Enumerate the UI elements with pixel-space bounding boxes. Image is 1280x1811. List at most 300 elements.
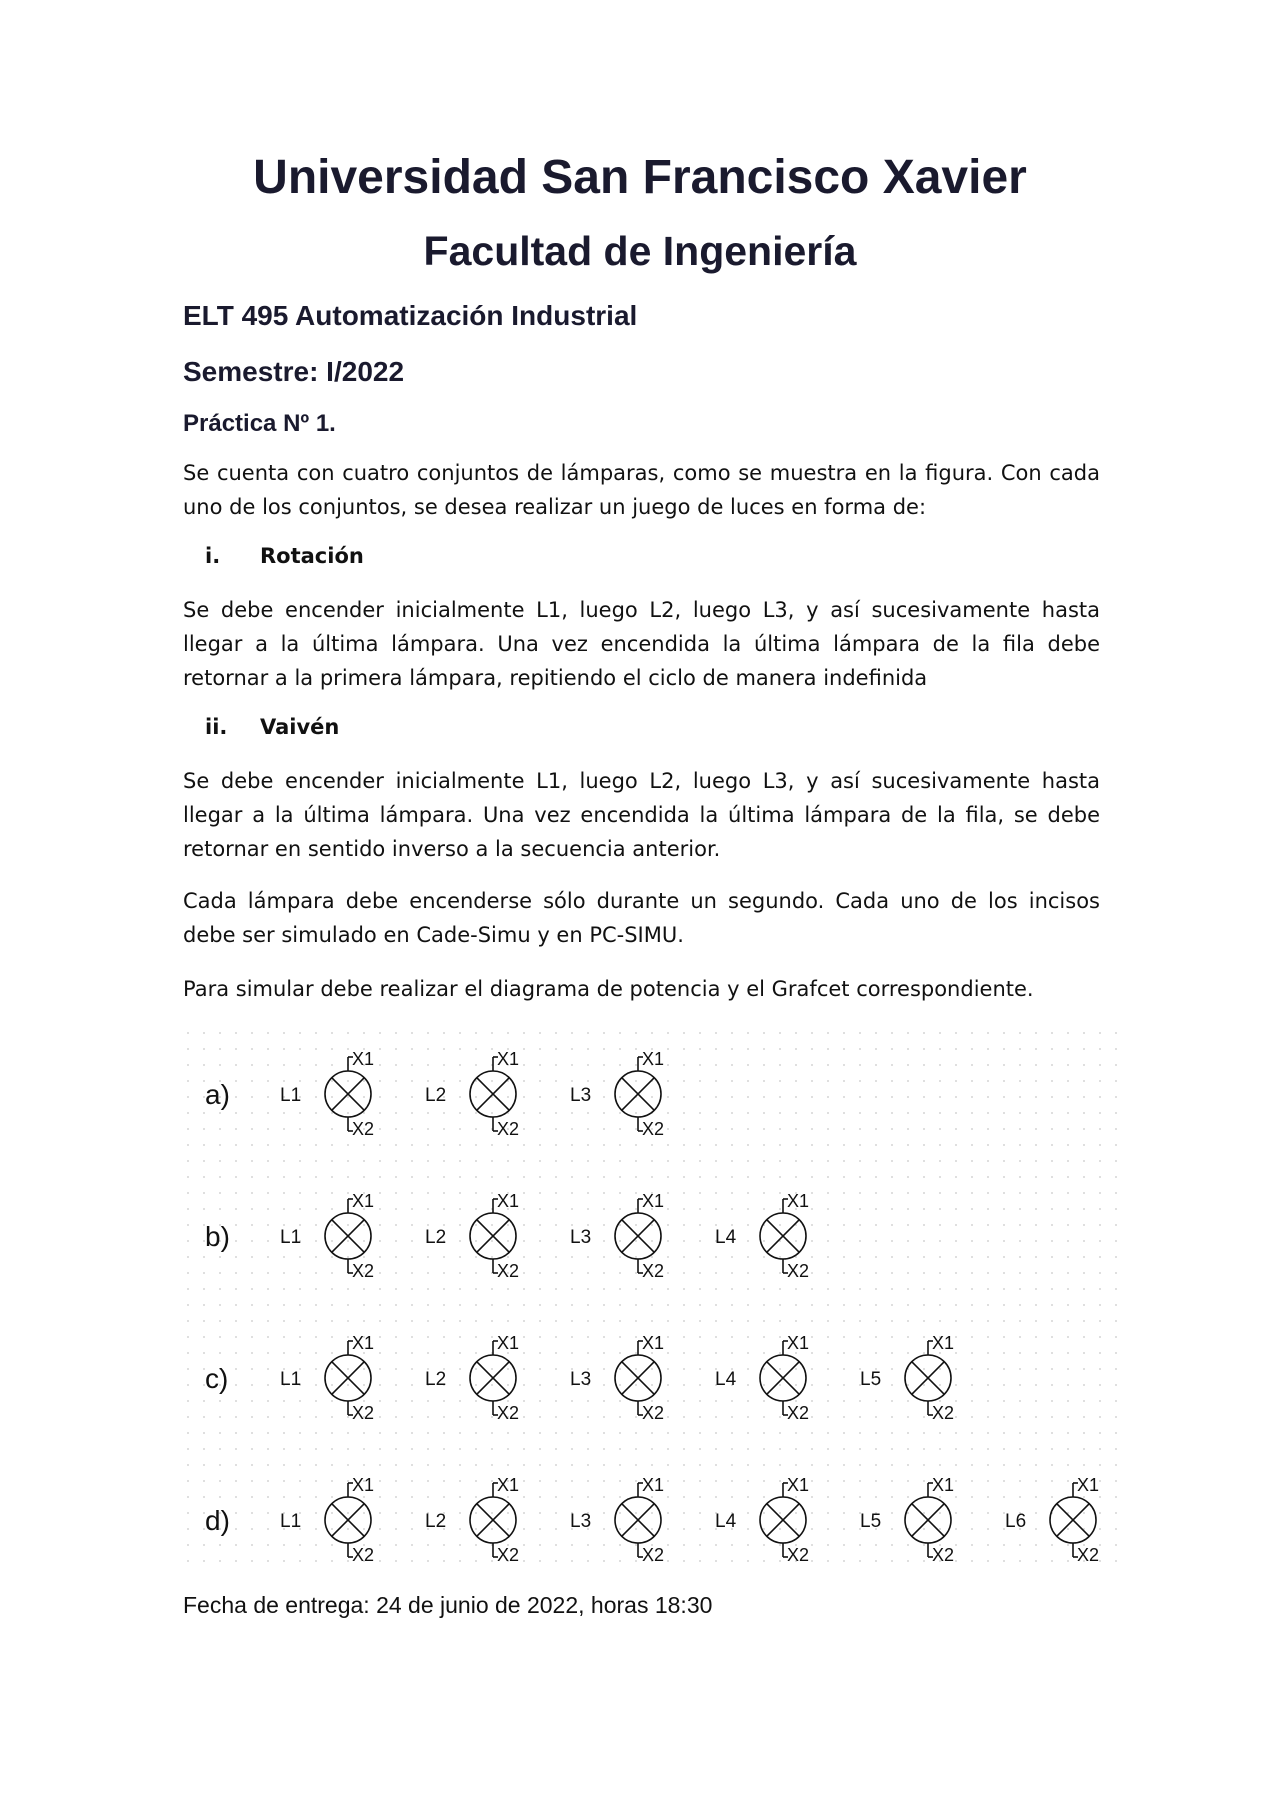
grid-dot — [603, 1288, 605, 1290]
grid-dot — [763, 1432, 765, 1434]
grid-dot — [299, 1032, 301, 1034]
grid-dot — [1003, 1256, 1005, 1258]
grid-dot — [699, 1320, 701, 1322]
grid-dot — [699, 1368, 701, 1370]
grid-dot — [1083, 1368, 1085, 1370]
lamp-label: L4 — [715, 1511, 737, 1532]
grid-dot — [1003, 1336, 1005, 1338]
grid-dot — [939, 1096, 941, 1098]
grid-dot — [267, 1192, 269, 1194]
grid-dot — [1003, 1224, 1005, 1226]
grid-dot — [523, 1480, 525, 1482]
grid-dot — [1051, 1176, 1053, 1178]
grid-dot — [699, 1144, 701, 1146]
grid-dot — [1019, 1144, 1021, 1146]
grid-dot — [1035, 1272, 1037, 1274]
lamp-label: L2 — [425, 1085, 447, 1106]
grid-dot — [763, 1512, 765, 1514]
grid-dot — [987, 1160, 989, 1162]
grid-dot — [379, 1336, 381, 1338]
grid-dot — [667, 1320, 669, 1322]
grid-dot — [715, 1320, 717, 1322]
grid-dot — [219, 1160, 221, 1162]
grid-dot — [1115, 1400, 1117, 1402]
grid-dot — [555, 1160, 557, 1162]
grid-dot — [187, 1256, 189, 1258]
grid-dot — [811, 1528, 813, 1530]
grid-dot — [811, 1480, 813, 1482]
grid-dot — [411, 1448, 413, 1450]
grid-dot — [955, 1224, 957, 1226]
grid-dot — [859, 1080, 861, 1082]
grid-dot — [1035, 1176, 1037, 1178]
grid-dot — [443, 1416, 445, 1418]
grid-dot — [987, 1192, 989, 1194]
grid-dot — [1003, 1192, 1005, 1194]
grid-dot — [491, 1320, 493, 1322]
grid-dot — [475, 1448, 477, 1450]
grid-dot — [459, 1144, 461, 1146]
grid-dot — [843, 1064, 845, 1066]
grid-dot — [187, 1176, 189, 1178]
grid-dot — [475, 1400, 477, 1402]
grid-dot — [891, 1288, 893, 1290]
grid-dot — [267, 1208, 269, 1210]
grid-dot — [1099, 1432, 1101, 1434]
grid-dot — [955, 1080, 957, 1082]
grid-dot — [939, 1080, 941, 1082]
grid-dot — [507, 1144, 509, 1146]
grid-dot — [731, 1336, 733, 1338]
grid-dot — [187, 1560, 189, 1562]
lamp-label: L2 — [425, 1227, 447, 1248]
grid-dot — [523, 1096, 525, 1098]
grid-dot — [395, 1176, 397, 1178]
grid-dot — [379, 1176, 381, 1178]
grid-dot — [395, 1560, 397, 1562]
lamp-symbol — [715, 1475, 809, 1565]
grid-dot — [715, 1560, 717, 1562]
grid-dot — [635, 1256, 637, 1258]
lamp-label: L5 — [860, 1369, 882, 1390]
grid-dot — [235, 1368, 237, 1370]
grid-dot — [235, 1176, 237, 1178]
grid-dot — [987, 1176, 989, 1178]
grid-dot — [699, 1528, 701, 1530]
grid-dot — [587, 1544, 589, 1546]
grid-dot — [267, 1544, 269, 1546]
grid-dot — [379, 1192, 381, 1194]
grid-dot — [971, 1464, 973, 1466]
grid-dot — [875, 1064, 877, 1066]
grid-dot — [939, 1496, 941, 1498]
grid-dot — [347, 1336, 349, 1338]
grid-dot — [507, 1464, 509, 1466]
grid-dot — [875, 1224, 877, 1226]
grid-dot — [267, 1384, 269, 1386]
grid-dot — [939, 1304, 941, 1306]
grid-dot — [603, 1416, 605, 1418]
grid-dot — [683, 1192, 685, 1194]
grid-dot — [523, 1192, 525, 1194]
grid-dot — [315, 1064, 317, 1066]
grid-dot — [427, 1208, 429, 1210]
grid-dot — [587, 1496, 589, 1498]
grid-dot — [411, 1480, 413, 1482]
grid-dot — [907, 1208, 909, 1210]
terminal-label-x1: X1 — [352, 1191, 375, 1211]
grid-dot — [971, 1416, 973, 1418]
grid-dot — [1051, 1320, 1053, 1322]
grid-dot — [363, 1032, 365, 1034]
grid-dot — [251, 1112, 253, 1114]
grid-dot — [283, 1496, 285, 1498]
grid-dot — [363, 1496, 365, 1498]
grid-dot — [251, 1192, 253, 1194]
grid-dot — [603, 1160, 605, 1162]
grid-dot — [699, 1496, 701, 1498]
grid-dot — [907, 1560, 909, 1562]
grid-dot — [235, 1160, 237, 1162]
grid-dot — [587, 1448, 589, 1450]
lamp-set-label: b) — [205, 1221, 230, 1252]
grid-dot — [859, 1544, 861, 1546]
grid-dot — [587, 1464, 589, 1466]
grid-dot — [459, 1048, 461, 1050]
item-number: i. — [205, 544, 221, 568]
grid-dot — [843, 1160, 845, 1162]
lamp-label: L4 — [715, 1227, 737, 1248]
grid-dot — [651, 1512, 653, 1514]
grid-dot — [219, 1208, 221, 1210]
grid-dot — [331, 1368, 333, 1370]
grid-dot — [203, 1112, 205, 1114]
grid-dot — [1067, 1528, 1069, 1530]
terminal-label-x2: X2 — [642, 1261, 665, 1281]
grid-dot — [379, 1384, 381, 1386]
grid-dot — [203, 1160, 205, 1162]
grid-dot — [843, 1224, 845, 1226]
grid-dot — [475, 1304, 477, 1306]
grid-dot — [1099, 1032, 1101, 1034]
grid-dot — [587, 1128, 589, 1130]
grid-dot — [923, 1032, 925, 1034]
grid-dot — [299, 1160, 301, 1162]
grid-dot — [251, 1320, 253, 1322]
grid-dot — [827, 1288, 829, 1290]
grid-dot — [555, 1032, 557, 1034]
grid-dot — [363, 1256, 365, 1258]
grid-dot — [987, 1304, 989, 1306]
grid-dot — [779, 1320, 781, 1322]
grid-dot — [187, 1272, 189, 1274]
grid-dot — [1019, 1304, 1021, 1306]
grid-dot — [427, 1432, 429, 1434]
grid-dot — [411, 1064, 413, 1066]
grid-dot — [587, 1560, 589, 1562]
grid-dot — [699, 1384, 701, 1386]
grid-dot — [347, 1448, 349, 1450]
grid-dot — [187, 1064, 189, 1066]
grid-dot — [395, 1112, 397, 1114]
lamp-symbol — [280, 1475, 374, 1565]
grid-dot — [731, 1480, 733, 1482]
grid-dot — [619, 1032, 621, 1034]
grid-dot — [779, 1352, 781, 1354]
grid-dot — [715, 1288, 717, 1290]
grid-dot — [427, 1112, 429, 1114]
simulation-paragraph: Para simular debe realizar el diagrama de potencia y el Grafcet correspondiente. — [183, 977, 1034, 1001]
grid-dot — [891, 1464, 893, 1466]
grid-dot — [907, 1032, 909, 1034]
grid-dot — [683, 1512, 685, 1514]
grid-dot — [427, 1400, 429, 1402]
grid-dot — [1003, 1320, 1005, 1322]
semester-title: Semestre: I/2022 — [183, 356, 405, 387]
grid-dot — [763, 1048, 765, 1050]
grid-dot — [267, 1368, 269, 1370]
grid-dot — [347, 1560, 349, 1562]
grid-dot — [395, 1272, 397, 1274]
grid-dot — [1067, 1560, 1069, 1562]
grid-dot — [1019, 1112, 1021, 1114]
grid-dot — [331, 1400, 333, 1402]
grid-dot — [427, 1544, 429, 1546]
grid-dot — [347, 1512, 349, 1514]
grid-dot — [635, 1432, 637, 1434]
grid-dot — [411, 1176, 413, 1178]
grid-dot — [283, 1544, 285, 1546]
grid-dot — [619, 1096, 621, 1098]
grid-dot — [187, 1336, 189, 1338]
grid-dot — [299, 1352, 301, 1354]
grid-dot — [907, 1128, 909, 1130]
grid-dot — [619, 1560, 621, 1562]
grid-dot — [251, 1464, 253, 1466]
grid-dot — [923, 1176, 925, 1178]
grid-dot — [971, 1448, 973, 1450]
terminal-label-x2: X2 — [352, 1261, 375, 1281]
grid-dot — [443, 1464, 445, 1466]
grid-dot — [251, 1416, 253, 1418]
grid-dot — [843, 1432, 845, 1434]
grid-dot — [347, 1416, 349, 1418]
grid-dot — [459, 1240, 461, 1242]
grid-dot — [507, 1368, 509, 1370]
grid-dot — [683, 1432, 685, 1434]
grid-dot — [859, 1048, 861, 1050]
grid-dot — [427, 1272, 429, 1274]
terminal-label-x1: X1 — [787, 1333, 810, 1353]
grid-dot — [827, 1304, 829, 1306]
terminal-label-x1: X1 — [642, 1191, 665, 1211]
grid-dot — [459, 1368, 461, 1370]
grid-dot — [795, 1320, 797, 1322]
grid-dot — [299, 1112, 301, 1114]
grid-dot — [347, 1432, 349, 1434]
grid-dot — [619, 1112, 621, 1114]
grid-dot — [347, 1528, 349, 1530]
grid-dot — [347, 1464, 349, 1466]
grid-dot — [923, 1448, 925, 1450]
grid-dot — [651, 1496, 653, 1498]
grid-dot — [347, 1032, 349, 1034]
grid-dot — [475, 1064, 477, 1066]
grid-dot — [1099, 1240, 1101, 1242]
grid-dot — [955, 1432, 957, 1434]
grid-dot — [971, 1256, 973, 1258]
lamp-symbol — [425, 1049, 519, 1139]
grid-dot — [555, 1496, 557, 1498]
grid-dot — [731, 1432, 733, 1434]
grid-dot — [219, 1272, 221, 1274]
grid-dot — [763, 1320, 765, 1322]
grid-dot — [235, 1224, 237, 1226]
grid-dot — [747, 1560, 749, 1562]
grid-dot — [555, 1272, 557, 1274]
grid-dot — [251, 1144, 253, 1146]
grid-dot — [299, 1320, 301, 1322]
grid-dot — [475, 1176, 477, 1178]
grid-dot — [907, 1496, 909, 1498]
grid-dot — [427, 1064, 429, 1066]
grid-dot — [667, 1544, 669, 1546]
grid-dot — [1067, 1272, 1069, 1274]
grid-dot — [731, 1544, 733, 1546]
grid-dot — [523, 1256, 525, 1258]
grid-dot — [795, 1256, 797, 1258]
grid-dot — [523, 1496, 525, 1498]
grid-dot — [843, 1080, 845, 1082]
grid-dot — [331, 1528, 333, 1530]
grid-dot — [507, 1448, 509, 1450]
grid-dot — [987, 1560, 989, 1562]
grid-dot — [1051, 1064, 1053, 1066]
grid-dot — [1035, 1384, 1037, 1386]
grid-dot — [635, 1032, 637, 1034]
grid-dot — [299, 1208, 301, 1210]
grid-dot — [315, 1544, 317, 1546]
grid-dot — [267, 1288, 269, 1290]
grid-dot — [315, 1144, 317, 1146]
grid-dot — [539, 1480, 541, 1482]
grid-dot — [619, 1144, 621, 1146]
grid-dot — [923, 1304, 925, 1306]
grid-dot — [971, 1048, 973, 1050]
grid-dot — [331, 1512, 333, 1514]
grid-dot — [635, 1064, 637, 1066]
grid-dot — [715, 1208, 717, 1210]
grid-dot — [411, 1352, 413, 1354]
grid-dot — [395, 1464, 397, 1466]
grid-dot — [267, 1032, 269, 1034]
grid-dot — [1099, 1560, 1101, 1562]
grid-dot — [395, 1320, 397, 1322]
grid-dot — [603, 1528, 605, 1530]
grid-dot — [715, 1336, 717, 1338]
grid-dot — [955, 1192, 957, 1194]
grid-dot — [283, 1224, 285, 1226]
grid-dot — [1003, 1304, 1005, 1306]
grid-dot — [747, 1128, 749, 1130]
grid-dot — [1083, 1352, 1085, 1354]
grid-dot — [427, 1176, 429, 1178]
grid-dot — [859, 1208, 861, 1210]
grid-dot — [699, 1240, 701, 1242]
grid-dot — [203, 1192, 205, 1194]
grid-dot — [987, 1112, 989, 1114]
grid-dot — [811, 1128, 813, 1130]
grid-dot — [715, 1432, 717, 1434]
grid-dot — [203, 1400, 205, 1402]
grid-dot — [811, 1064, 813, 1066]
grid-dot — [763, 1384, 765, 1386]
grid-dot — [971, 1336, 973, 1338]
grid-dot — [1067, 1144, 1069, 1146]
grid-dot — [955, 1032, 957, 1034]
grid-dot — [827, 1192, 829, 1194]
grid-dot — [859, 1224, 861, 1226]
grid-dot — [875, 1480, 877, 1482]
terminal-label-x2: X2 — [642, 1403, 665, 1423]
grid-dot — [283, 1448, 285, 1450]
grid-dot — [315, 1448, 317, 1450]
grid-dot — [507, 1176, 509, 1178]
grid-dot — [1115, 1224, 1117, 1226]
grid-dot — [987, 1528, 989, 1530]
grid-dot — [427, 1224, 429, 1226]
grid-dot — [235, 1352, 237, 1354]
grid-dot — [315, 1336, 317, 1338]
grid-dot — [843, 1320, 845, 1322]
timing-paragraph: Cada lámpara debe encenderse sólo durante un segundo. Cada uno de los incisos debe ser simulado en Cade-Simu y en PC-SIMU. — [183, 889, 1100, 947]
grid-dot — [971, 1528, 973, 1530]
grid-dot — [587, 1112, 589, 1114]
grid-dot — [491, 1368, 493, 1370]
grid-dot — [987, 1512, 989, 1514]
grid-dot — [859, 1400, 861, 1402]
grid-dot — [443, 1064, 445, 1066]
grid-dot — [1115, 1128, 1117, 1130]
grid-dot — [667, 1480, 669, 1482]
grid-dot — [603, 1336, 605, 1338]
grid-dot — [891, 1112, 893, 1114]
grid-dot — [571, 1432, 573, 1434]
grid-dot — [267, 1336, 269, 1338]
grid-dot — [907, 1144, 909, 1146]
grid-dot — [283, 1480, 285, 1482]
grid-dot — [1099, 1352, 1101, 1354]
grid-dot — [539, 1384, 541, 1386]
grid-dot — [955, 1448, 957, 1450]
grid-dot — [587, 1064, 589, 1066]
grid-dot — [779, 1144, 781, 1146]
lamp-set-a — [205, 1049, 664, 1139]
grid-dot — [763, 1080, 765, 1082]
grid-dot — [603, 1480, 605, 1482]
grid-dot — [731, 1048, 733, 1050]
grid-dot — [299, 1496, 301, 1498]
grid-dot — [955, 1240, 957, 1242]
grid-dot — [1099, 1160, 1101, 1162]
grid-dot — [667, 1128, 669, 1130]
grid-dot — [779, 1064, 781, 1066]
grid-dot — [203, 1496, 205, 1498]
grid-dot — [299, 1272, 301, 1274]
grid-dot — [315, 1112, 317, 1114]
grid-dot — [491, 1288, 493, 1290]
grid-dot — [459, 1160, 461, 1162]
